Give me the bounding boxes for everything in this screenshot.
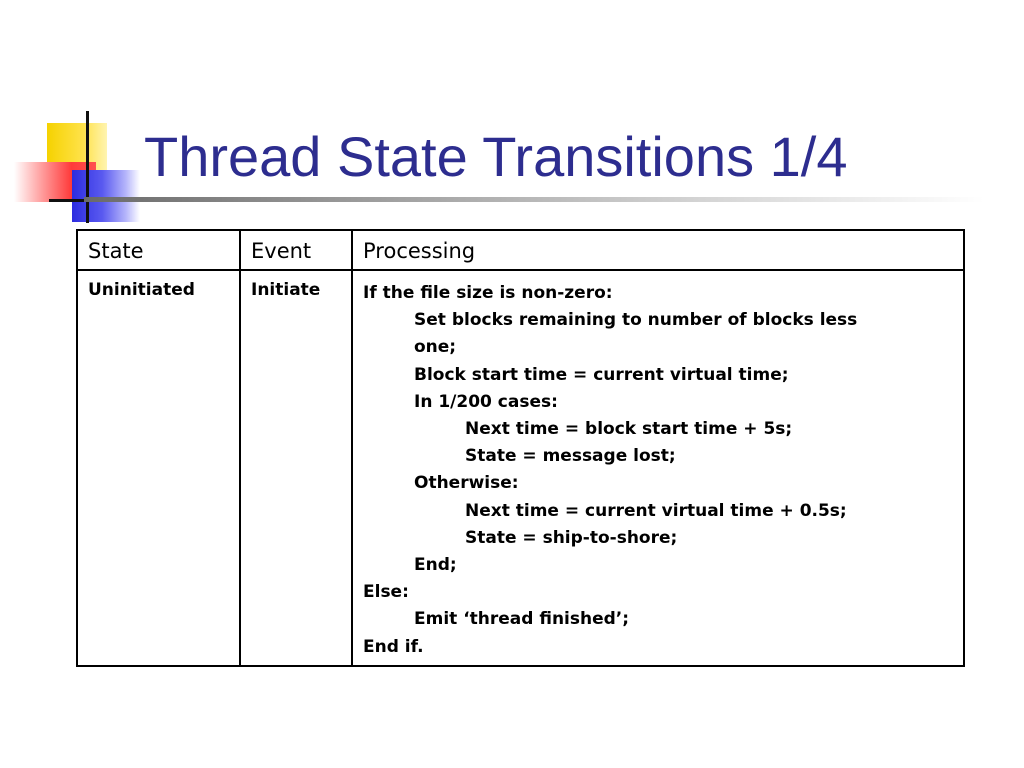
table-header-row xyxy=(77,230,964,270)
header-state: State xyxy=(77,230,240,270)
logo-blue-square xyxy=(72,170,140,222)
header-event: Event xyxy=(240,230,352,270)
cell-event: Initiate xyxy=(240,270,352,666)
processing-line: State = message lost; xyxy=(465,446,676,467)
processing-line: Emit ‘thread finished’; xyxy=(414,609,630,630)
transition-table-container xyxy=(76,229,965,667)
processing-line: End; xyxy=(414,555,457,576)
processing-line: End if. xyxy=(363,636,424,657)
processing-line: Next time = current virtual time + 0.5s; xyxy=(465,500,847,521)
title-underline xyxy=(84,197,984,202)
processing-line: State = ship-to-shore; xyxy=(465,527,678,548)
processing-line: Otherwise: xyxy=(414,473,519,494)
processing-line: one; xyxy=(414,337,457,358)
processing-line: In 1/200 cases: xyxy=(414,391,558,412)
processing-line: Block start time = current virtual time; xyxy=(414,364,789,385)
processing-line: If the file size is non-zero: xyxy=(363,283,613,303)
table-row xyxy=(77,270,964,666)
slide-title: Thread State Transitions 1/4 xyxy=(144,125,848,188)
logo-vertical-line xyxy=(86,111,89,223)
transition-table xyxy=(76,229,965,667)
cell-state: Uninitiated xyxy=(77,270,240,666)
header-processing: Processing xyxy=(352,230,964,270)
processing-line: Set blocks remaining to number of blocks less xyxy=(414,310,858,331)
cell-processing xyxy=(352,270,964,666)
processing-line: Else: xyxy=(363,582,409,603)
processing-line: Next time = block start time + 5s; xyxy=(465,419,793,440)
